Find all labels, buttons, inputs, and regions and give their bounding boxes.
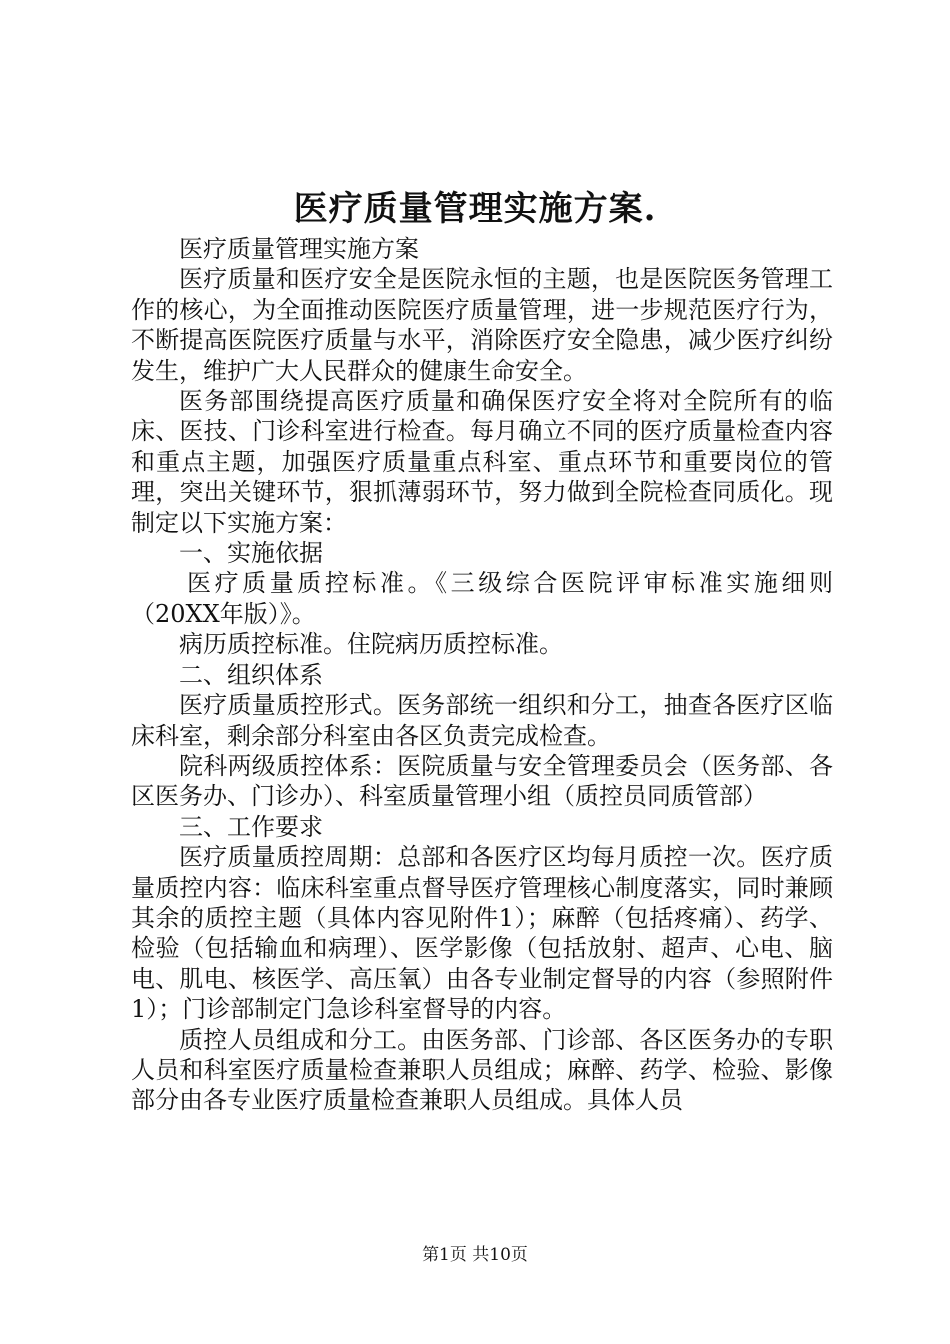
paragraph-intro: 医疗质量和医疗安全是医院永恒的主题，也是医院医务管理工作的核心，为全面推动医院医疗质量管理，进一步规范医疗行为，不断提高医院医疗质量与水平，消除医疗安全隐患，减少医疗纠纷发生，维护广大人民群众的健康生命安全。 — [131, 265, 833, 385]
paragraph-control-system: 院科两级质控体系：医院质量与安全管理委员会（医务部、各区医务办、门诊办）、科室质量管理小组（质控员同质管部） — [131, 751, 833, 811]
paragraph-record-standard: 病历质控标准。住院病历质控标准。 — [179, 630, 563, 659]
paragraph-scope: 医务部围绕提高医疗质量和确保医疗安全将对全院所有的临床、医技、门诊科室进行检查。每月确立不同的医疗质量检查内容和重点主题，加强医疗质量重点科室、重点环节和重要岗位的管理，突出关键环节，狠抓薄弱环节，努力做到全院检查同质化。现制定以下实施方案： — [131, 387, 833, 537]
paragraph-control-cycle: 医疗质量质控周期：总部和各医疗区均每月质控一次。医疗质量质控内容：临床科室重点督导医疗管理核心制度落实，同时兼顾其余的质控主题（具体内容见附件1）；麻醉（包括疼痛）、药学、检验（包括输血和病理）、医学影像（包括放射、超声、心电、脑电、肌电、核医学、高压氧）由各专业制定督导的内容（参照附件1）；门诊部制定门急诊科室督导的内容。 — [131, 843, 833, 1024]
page-number: 第1页 共10页 — [422, 1245, 528, 1265]
document-title: 医疗质量管理实施方案. — [293, 189, 657, 229]
section-heading-basis: 一、实施依据 — [179, 539, 323, 568]
document-body — [131, 234, 833, 1116]
paragraph-subtitle: 医疗质量管理实施方案 — [179, 235, 419, 263]
section-heading-requirements: 三、工作要求 — [179, 812, 323, 841]
section-heading-organization: 二、组织体系 — [179, 660, 323, 689]
paragraph-control-form: 医疗质量质控形式。医务部统一组织和分工，抽查各医疗区临床科室，剩余部分科室由各区负责完成检查。 — [131, 691, 833, 750]
paragraph-quality-standard: 医疗质量质控标准。《三级综合医院评审标准实施细则（20XX年版）》。 — [131, 569, 833, 628]
paragraph-staff-composition: 质控人员组成和分工。由医务部、门诊部、各区医务办的专职人员和科室医疗质量检查兼职人员组成；麻醉、药学、检验、影像部分由各专业医疗质量检查兼职人员组成。具体人员 — [131, 1025, 833, 1115]
